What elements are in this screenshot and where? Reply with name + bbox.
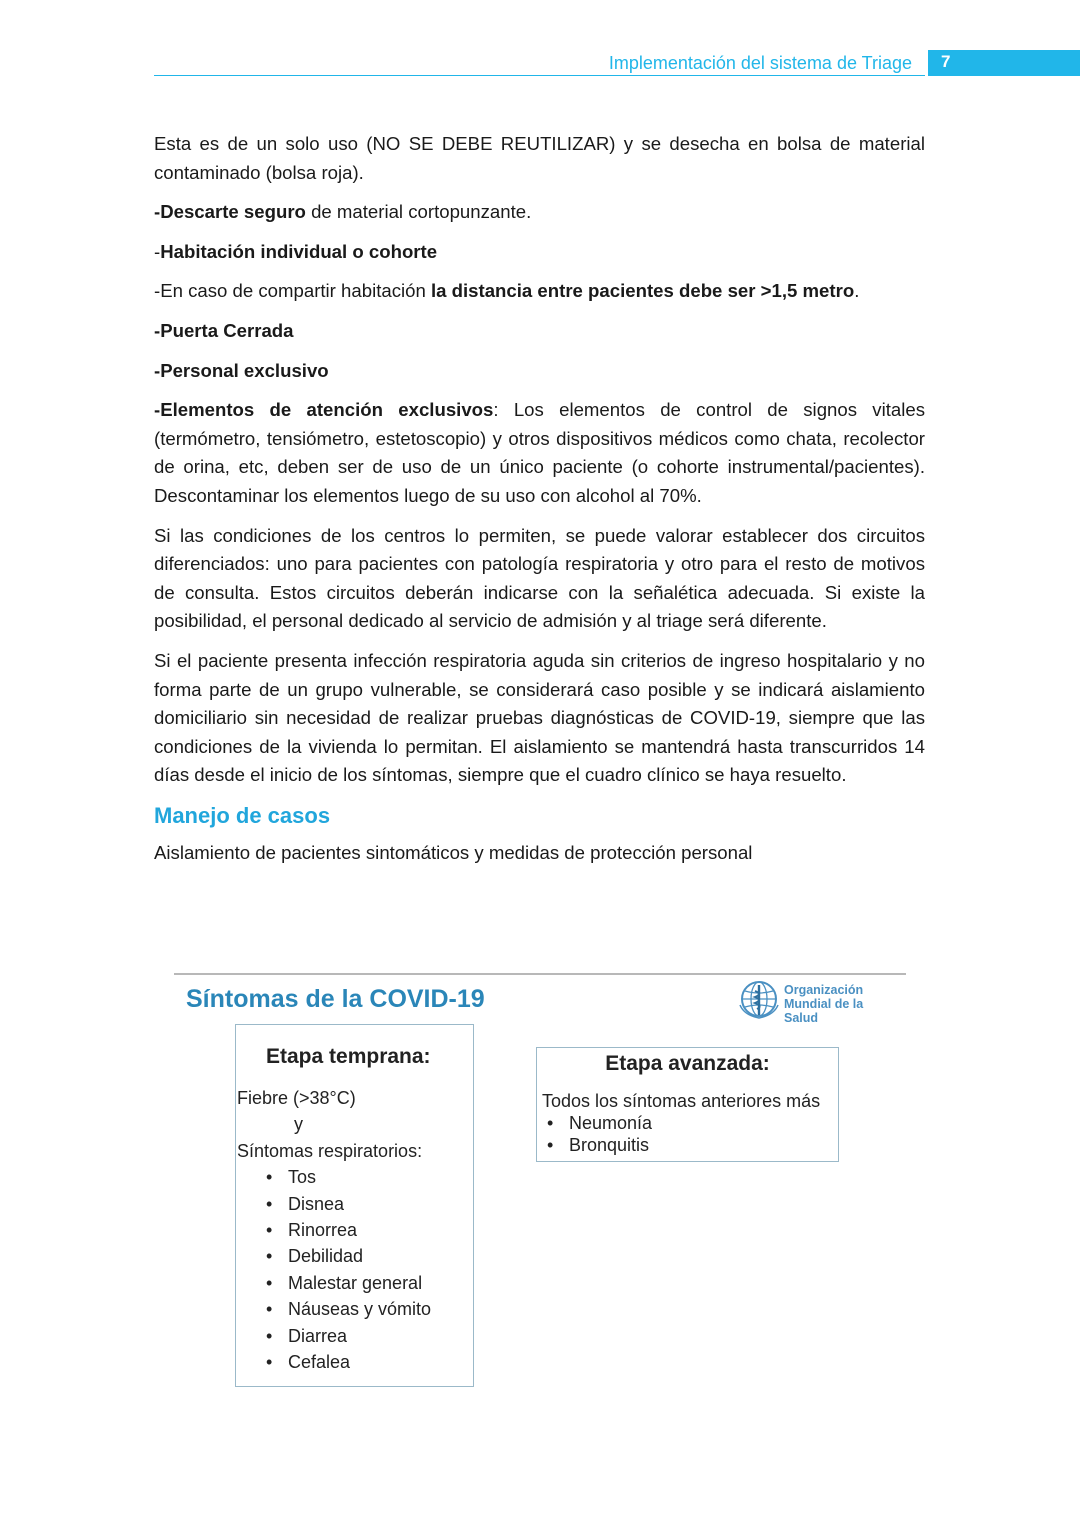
paragraph-text: -En caso de compartir habitación xyxy=(154,280,431,302)
list-item: • Tos xyxy=(266,1164,473,1190)
page-number-box xyxy=(928,50,1080,76)
paragraph-circuits: Si las condiciones de los centros lo permiten, se puede valorar establecer dos circuitos diferenciados: uno para pacientes con patología respiratoria y otro para el resto de motivos de consulta. Estos circuitos deberán indicarse con la señalética adecuada. Si existe la posibilidad, el personal dedicado al servicio de admisión y al triage será diferente. xyxy=(154,524,925,632)
bold-label: Habitación individual o cohorte xyxy=(160,240,438,262)
late-stage-content xyxy=(542,1090,838,1156)
list-item: • Náuseas y vómito xyxy=(266,1296,473,1322)
paragraph-isolation-caption: Aislamiento de pacientes sintomáticos y medidas de protección personal xyxy=(154,841,753,863)
paragraph-text: - xyxy=(154,240,161,262)
who-logo-line: Organización xyxy=(784,983,864,997)
list-item: • Debilidad xyxy=(266,1243,473,1269)
fever-line: Fiebre (>38°C) xyxy=(237,1088,356,1108)
early-symptoms-list xyxy=(237,1164,473,1375)
paragraph-mask-disposal: Esta es de un solo uso (NO SE DEBE REUTILIZAR) y se desecha en bolsa de material contaminado (bolsa roja). xyxy=(154,133,925,183)
figure-title: Síntomas de la COVID-19 xyxy=(186,985,485,1013)
figure-top-rule xyxy=(174,973,906,975)
paragraph-text: . xyxy=(854,280,860,302)
list-item: • Bronquitis xyxy=(547,1134,838,1156)
all-previous-symptoms-line: Todos los síntomas anteriores más xyxy=(542,1091,821,1111)
bold-label: la distancia entre pacientes debe ser >1,5 metro xyxy=(430,280,855,302)
header-rule xyxy=(154,75,925,76)
late-symptoms-list xyxy=(542,1112,838,1156)
early-stage-title: Etapa temprana: xyxy=(266,1045,431,1068)
who-logo xyxy=(738,979,898,1025)
page-number: 7 xyxy=(941,52,951,71)
bold-label: -Elementos de atención exclusivos xyxy=(154,399,494,421)
page-header xyxy=(154,50,1080,78)
list-item: • Cefalea xyxy=(266,1349,473,1375)
list-item: • Neumonía xyxy=(547,1112,838,1134)
bold-label: -Descarte seguro xyxy=(154,201,306,223)
paragraph-shared-room xyxy=(154,277,925,306)
covid-symptoms-infographic xyxy=(174,973,906,1393)
who-logo-line: Mundial de la Salud xyxy=(784,997,864,1025)
paragraph-exclusive-elements xyxy=(154,396,925,510)
paragraph-text: de material cortopunzante. xyxy=(305,201,532,223)
respiratory-symptoms-line: Síntomas respiratorios: xyxy=(237,1140,423,1161)
late-stage-title: Etapa avanzada: xyxy=(605,1052,770,1075)
paragraph-closed-door xyxy=(154,317,925,346)
header-title: Implementación del sistema de Triage xyxy=(608,53,912,73)
paragraph-home-isolation: Si el paciente presenta infección respiratoria aguda sin criterios de ingreso hospitalario y no forma parte de un grupo vulnerable, se considerará caso posible y se indicará aislamiento domiciliario sin necesidad de realizar pruebas diagnósticas de COVID-19, siempre que las condiciones de la vivienda lo permitan. El aislamiento se mantendrá hasta transcurridos 14 días desde el inicio de los síntomas, siempre que el cuadro clínico se haya resuelto. xyxy=(154,649,925,786)
paragraph-exclusive-staff xyxy=(154,357,925,386)
bold-label: -Personal exclusivo xyxy=(154,359,329,381)
paragraph-text: : Los elementos de control de signos vitales (termómetro, tensiómetro, estetoscopio) y otros dispositivos médicos como chata, recolector de orina, etc, deben ser de uso de un único paciente (o cohorte instrumental/pacientes). Descontaminar los elementos luego de su uso con alcohol al 70%. xyxy=(154,399,926,506)
early-stage-content xyxy=(237,1085,473,1375)
list-item: • Diarrea xyxy=(266,1323,473,1349)
early-stage-box xyxy=(235,1024,474,1387)
section-heading: Manejo de casos xyxy=(154,802,331,828)
bold-label: -Puerta Cerrada xyxy=(154,319,294,341)
who-emblem-icon xyxy=(738,979,780,1019)
list-item: • Malestar general xyxy=(266,1270,473,1296)
paragraph-room xyxy=(154,238,925,267)
paragraph-sharps-disposal xyxy=(154,198,925,227)
list-item: • Disnea xyxy=(266,1191,473,1217)
late-stage-box xyxy=(536,1047,839,1162)
conjunction-line: y xyxy=(294,1114,303,1135)
who-logo-text xyxy=(784,983,898,1025)
document-body xyxy=(154,130,925,878)
list-item: • Rinorrea xyxy=(266,1217,473,1243)
